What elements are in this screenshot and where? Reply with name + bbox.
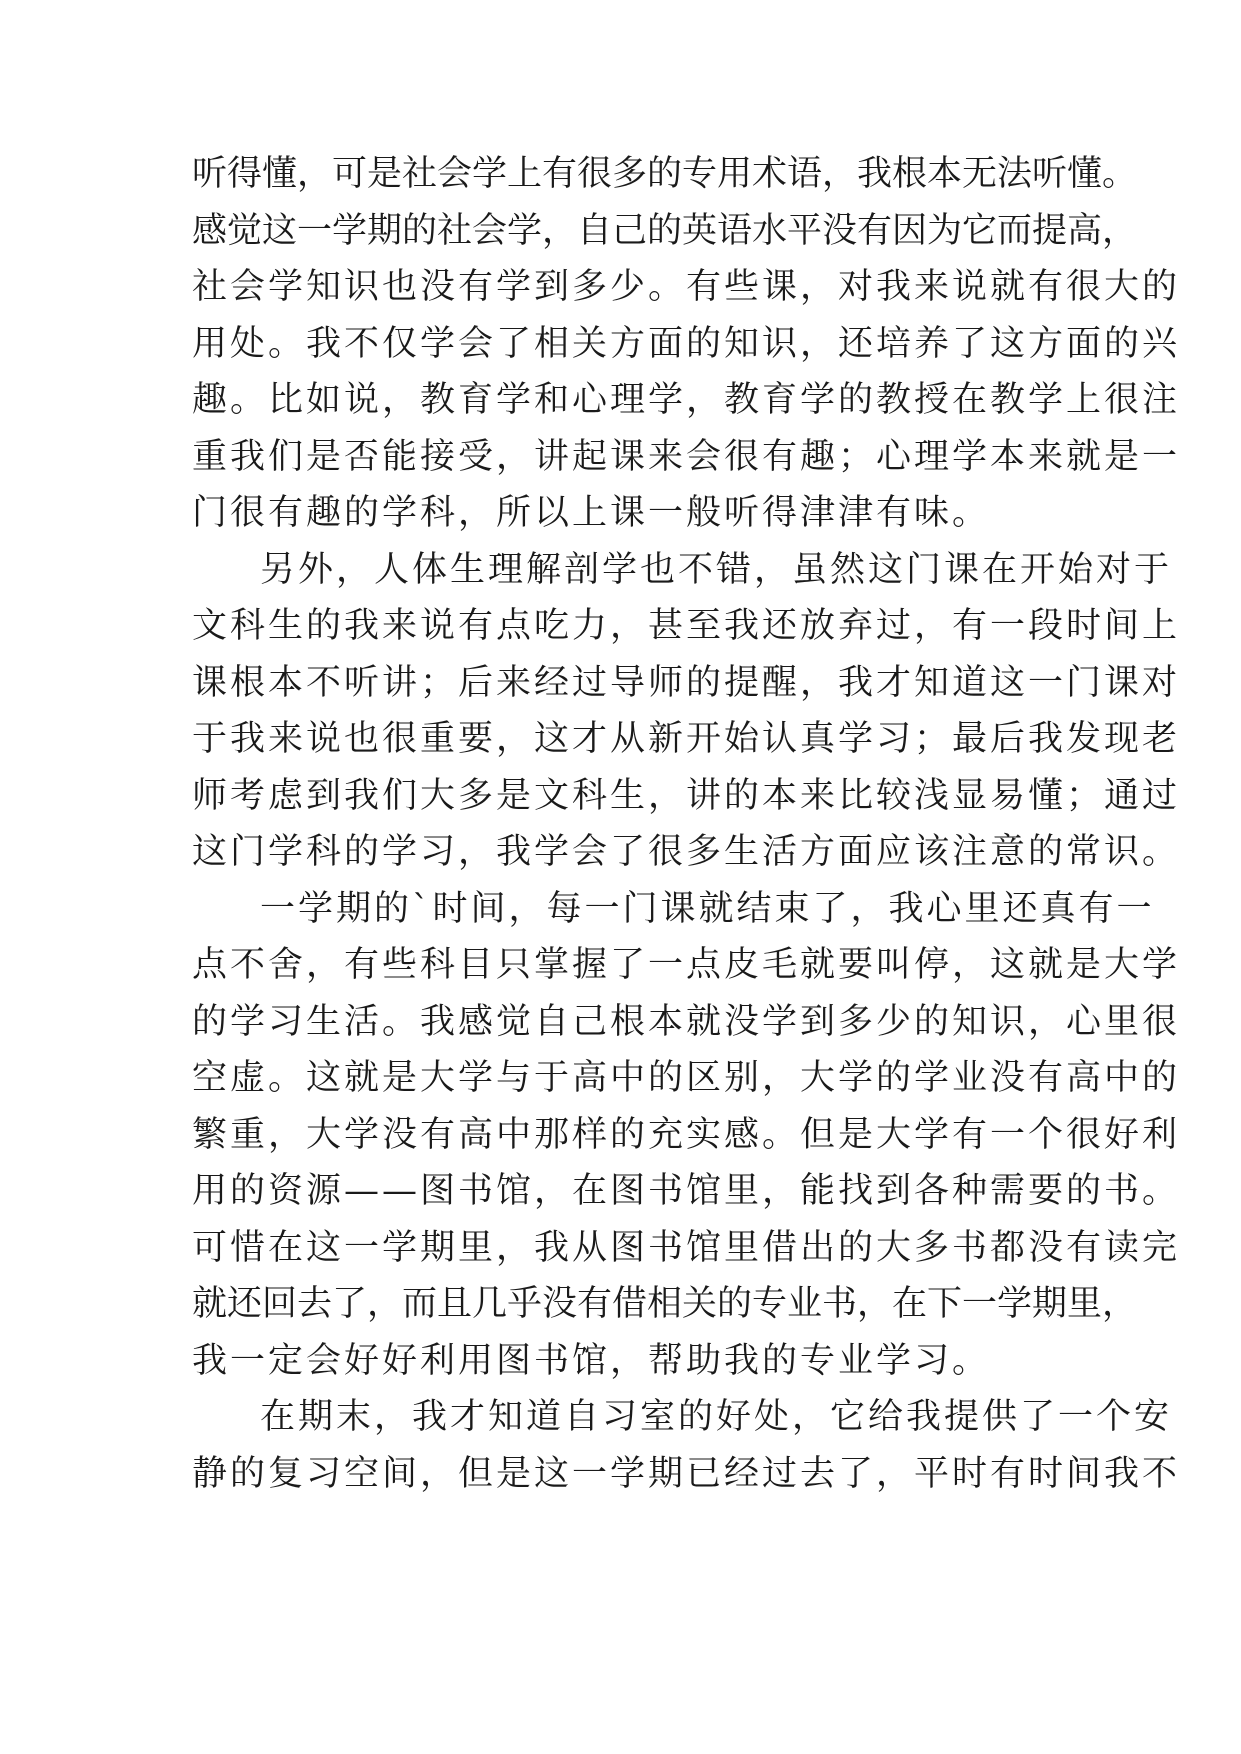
text-line: 师考虑到我们大多是文科生，讲的本来比较浅显易懂；通过 xyxy=(192,775,1181,816)
text-line: 的学习生活。我感觉自己根本就没学到多少的知识，心里很 xyxy=(192,1001,1181,1042)
text-line: 空虚。这就是大学与于高中的区别，大学的学业没有高中的 xyxy=(192,1058,1181,1098)
paragraph-start-line: 另外，人体生理解剖学也不错，虽然这门课在开始对于 xyxy=(260,549,1173,590)
text-line: 静的复习空间，但是这一学期已经过去了，平时有时间我不 xyxy=(192,1453,1181,1494)
text-line: 门很有趣的学科，所以上课一般听得津津有味。 xyxy=(192,493,991,533)
text-line: 点不舍，有些科目只掌握了一点皮毛就要叫停，这就是大学 xyxy=(192,945,1181,985)
text-line: 社会学知识也没有学到多少。有些课，对我来说就有很大的 xyxy=(192,267,1181,307)
text-line: 可惜在这一学期里，我从图书馆里借出的大多书都没有读完 xyxy=(192,1227,1181,1268)
text-line: 于我来说也很重要，这才从新开始认真学习；最后我发现老 xyxy=(192,719,1181,759)
text-line: 课根本不听讲；后来经过导师的提醒，我才知道这一门课对 xyxy=(192,662,1181,703)
text-line: 用处。我不仅学会了相关方面的知识，还培养了这方面的兴 xyxy=(192,323,1181,364)
text-line: 用的资源——图书馆，在图书馆里，能找到各种需要的书。 xyxy=(192,1171,1181,1211)
text-line: 听得懂，可是社会学上有很多的专用术语，我根本无法听懂。 xyxy=(192,154,1138,194)
text-line: 趣。比如说，教育学和心理学，教育学的教授在教学上很注 xyxy=(192,380,1181,420)
text-line: 就还回去了，而且几乎没有借相关的专业书，在下一学期里， xyxy=(192,1284,1138,1324)
text-line: 感觉这一学期的社会学，自己的英语水平没有因为它而提高， xyxy=(192,210,1138,251)
text-line: 这门学科的学习，我学会了很多生活方面应该注意的常识。 xyxy=(192,832,1181,872)
text-line: 重我们是否能接受，讲起课来会很有趣；心理学本来就是一 xyxy=(192,436,1181,477)
paragraph-start-line: 一学期的`时间，每一门课就结束了，我心里还真有一 xyxy=(260,888,1155,929)
text-line: 繁重，大学没有高中那样的充实感。但是大学有一个很好利 xyxy=(192,1114,1181,1155)
text-line: 文科生的我来说有点吃力，甚至我还放弃过，有一段时间上 xyxy=(192,606,1181,646)
paragraph-start-line: 在期末，我才知道自习室的好处，它给我提供了一个安 xyxy=(260,1397,1173,1437)
body-text xyxy=(192,146,1181,1502)
text-line: 我一定会好好利用图书馆，帮助我的专业学习。 xyxy=(192,1340,991,1381)
